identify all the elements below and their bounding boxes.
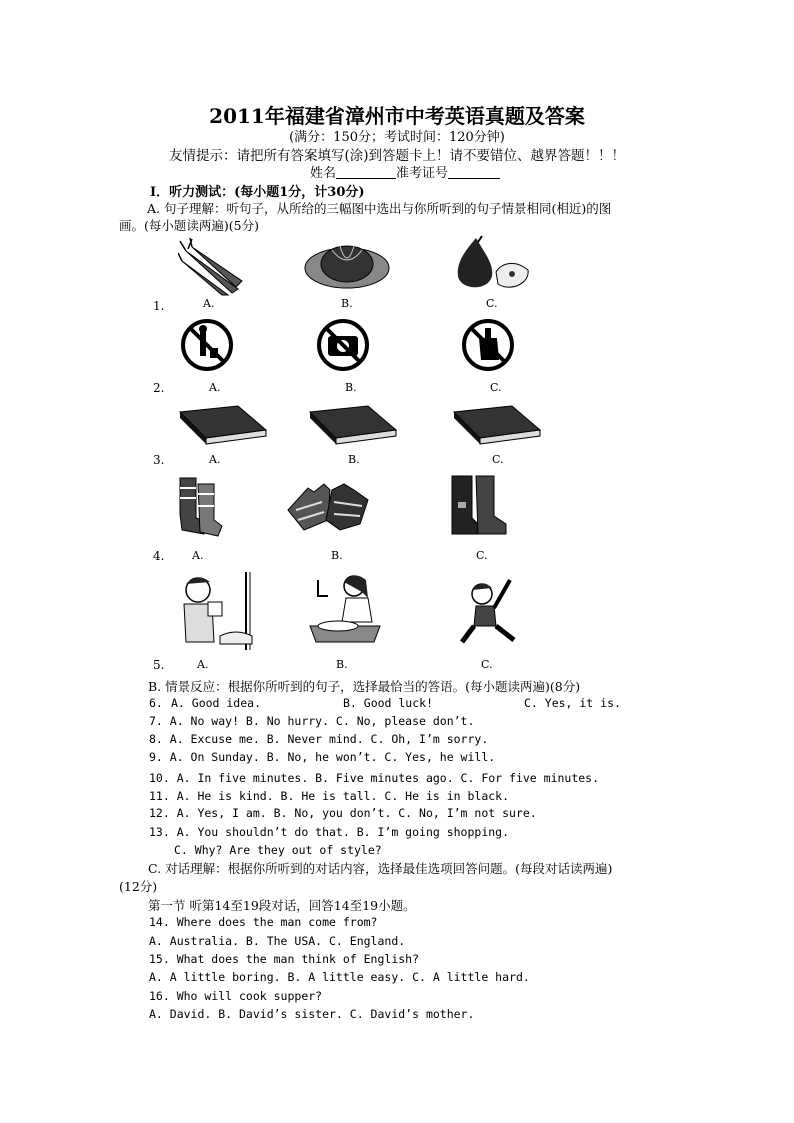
option-b-label: B.: [348, 453, 360, 466]
boy-brushing-teeth-icon: [172, 572, 256, 650]
row-number: 3.: [153, 453, 165, 467]
part-a-instruction: A. 句子理解：听句子，从所给的三幅图中选出与你所听到的句子情景相同(相近)的图: [147, 201, 612, 216]
book-icon: [450, 402, 542, 446]
part-c-instruction-cont: (12分): [119, 879, 158, 894]
row-number: 4.: [153, 549, 165, 563]
socks-icon: [174, 474, 224, 538]
part-c-instruction: C. 对话理解：根据你所听到的对话内容，选择最佳选项回答问题。(每段对话读两遍): [148, 861, 613, 876]
name-blank: [336, 166, 396, 179]
row-number: 5.: [153, 658, 165, 672]
option-c-label: C.: [486, 297, 498, 310]
boy-exercising-icon: [456, 572, 522, 648]
exam-info: (满分：150分；考试时间：120分钟): [289, 130, 505, 145]
option-a-label: A.: [209, 453, 221, 466]
option-a-label: A.: [192, 549, 204, 562]
option-a-label: A.: [197, 658, 209, 671]
no-touching-sign-icon: [461, 318, 515, 372]
option-c-label: C.: [481, 658, 493, 671]
row-number: 1.: [153, 299, 165, 313]
page-title: 2011年福建省漳州市中考英语真题及答案: [209, 104, 585, 128]
option-c-label: C.: [476, 549, 488, 562]
carrots-icon: [178, 237, 248, 297]
question-16: 16. Who will cook supper?: [149, 989, 323, 1003]
question-9: 9. A. On Sunday. B. No, he won’t. C. Yes, he will.: [149, 750, 496, 764]
question-16-options: A. David. B. David’s sister. C. David’s mother.: [149, 1007, 475, 1021]
book-icon: [176, 402, 268, 446]
question-14: 14. Where does the man come from?: [149, 915, 378, 929]
question-10: 10. A. In five minutes. B. Five minutes ago. C. For five minutes.: [149, 771, 600, 785]
question-12: 12. A. Yes, I am. B. No, you don’t. C. No, I’m not sure.: [149, 806, 537, 820]
pear-icon: [452, 232, 532, 292]
question-15-options: A. A little boring. B. A little easy. C. A little hard.: [149, 970, 530, 984]
exam-no-blank: [448, 166, 500, 179]
question-11: 11. A. He is kind. B. He is tall. C. He is in black.: [149, 789, 510, 803]
gloves-icon: [284, 480, 370, 536]
option-b-label: B.: [345, 381, 357, 394]
option-b-label: B.: [341, 297, 353, 310]
no-photography-sign-icon: [316, 318, 370, 372]
girl-washing-dishes-icon: [308, 572, 384, 648]
cabbage-icon: [302, 240, 392, 292]
no-littering-sign-icon: [180, 318, 234, 372]
question-6-option-a: A. Good idea.: [171, 696, 262, 710]
section-heading: Ⅰ．听力测试：(每小题1分，计30分): [150, 185, 365, 200]
option-c-label: C.: [490, 381, 502, 394]
question-8: 8. A. Excuse me. B. Never mind. C. Oh, I’m sorry.: [149, 732, 489, 746]
subsection-1-heading: 第一节 听第14至19段对话，回答14至19小题。: [148, 898, 416, 913]
book-icon: [306, 402, 398, 446]
question-13-option-c: C. Why? Are they out of style?: [174, 843, 382, 857]
question-6-number: 6.: [149, 696, 163, 710]
option-c-label: C.: [492, 453, 504, 466]
option-a-label: A.: [209, 381, 221, 394]
question-7: 7. A. No way! B. No hurry. C. No, please don’t.: [149, 714, 475, 728]
option-a-label: A.: [203, 297, 215, 310]
row-number: 2.: [153, 381, 165, 395]
exam-no-label: 准考证号: [396, 166, 449, 181]
name-exam-line: [310, 162, 500, 181]
question-14-options: A. Australia. B. The USA. C. England.: [149, 934, 406, 948]
question-6-option-b: B. Good luck!: [343, 696, 434, 710]
question-13: 13. A. You shouldn’t do that. B. I’m going shopping.: [149, 825, 510, 839]
name-label: 姓名: [310, 166, 337, 181]
option-b-label: B.: [331, 549, 343, 562]
boots-icon: [448, 474, 510, 540]
question-15: 15. What does the man think of English?: [149, 952, 420, 966]
part-a-instruction-cont: 画。(每小题读两遍)(5分): [119, 218, 259, 233]
friendly-tip: 友情提示：请把所有答案填写(涂)到答题卡上！请不要错位、越界答题！！！: [168, 148, 626, 164]
question-6-option-c: C. Yes, it is.: [524, 696, 621, 710]
option-b-label: B.: [336, 658, 348, 671]
part-b-instruction: B. 情景反应：根据你所听到的句子，选择最恰当的答语。(每小题读两遍)(8分): [148, 679, 581, 694]
